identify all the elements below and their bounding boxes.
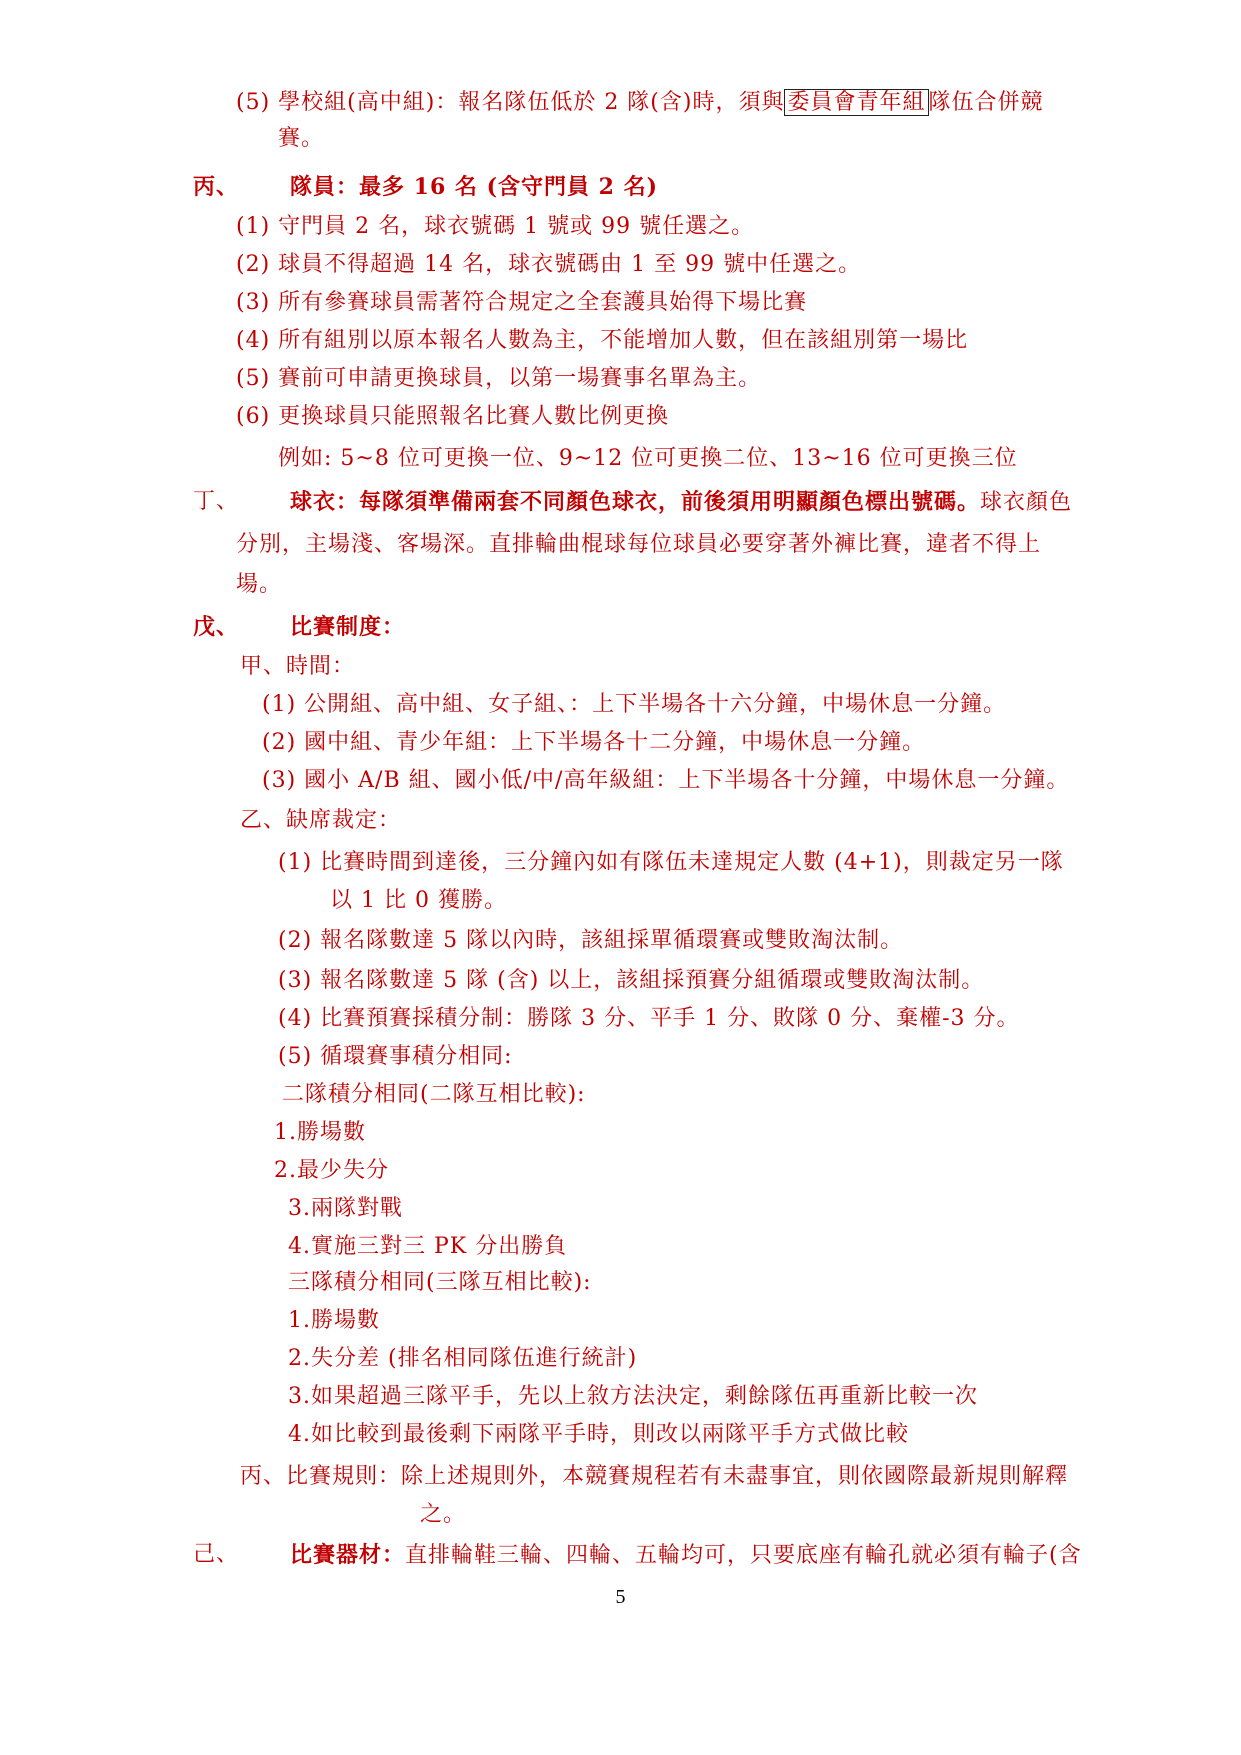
text-run: (5) 學校組(高中組)：報名隊伍低於 2 隊(含)時，須與: [236, 90, 785, 115]
player-rule-example: 例如: 5~8 位可更換一位、9~12 位可更換二位、13~16 位可更換三位: [278, 446, 1018, 471]
text-run: 球衣顏色: [980, 490, 1073, 515]
time-rule-1: (1) 公開組、高中組、女子組、：上下半場各十六分鐘，中場休息一分鐘。: [262, 692, 1007, 717]
absence-rule-4: (4) 比賽預賽採積分制：勝隊 3 分、平手 1 分、敗隊 0 分、棄權-3 分。: [278, 1006, 1020, 1031]
tie-three-1: 1.勝場數: [288, 1308, 380, 1333]
boxed-text: 委員會青年組: [784, 89, 928, 116]
section-bing-number: 丙、: [193, 174, 240, 200]
tie-three-4: 4.如比較到最後剩下兩隊平手時，則改以兩隊平手方式做比較: [288, 1422, 909, 1447]
absence-rule-5: (5) 循環賽事積分相同:: [278, 1044, 513, 1069]
time-rule-3: (3) 國小 A/B 組、國小低/中/高年級組：上下半場各十分鐘，中場休息一分鐘。: [262, 768, 1070, 793]
tie-two-1: 1.勝場數: [274, 1120, 366, 1145]
tie-two-4: 4.實施三對三 PK 分出勝負: [288, 1234, 568, 1259]
absence-rule-2: (2) 報名隊數達 5 隊以內時，該組採單循環賽或雙敗淘汰制。: [278, 928, 904, 953]
section-ji-number: 己、: [193, 1542, 240, 1567]
absence-rule-1: (1) 比賽時間到達後，三分鐘內如有隊伍未達規定人數 (4+1)，則裁定另一隊: [278, 850, 1064, 875]
school-group-line-cont: 賽。: [278, 126, 325, 151]
player-rule-3: (3) 所有參賽球員需著符合規定之全套護具始得下場比賽: [236, 290, 808, 315]
player-rule-6: (6) 更換球員只能照報名比賽人數比例更換: [236, 404, 670, 429]
subsection-absence: 乙、缺席裁定：: [240, 808, 402, 833]
section-bing-heading: 隊員：最多 16 名 (含守門員 2 名): [290, 174, 659, 200]
tie-three-2: 2.失分差 (排名相同隊伍進行統計): [288, 1346, 638, 1371]
tie-two-teams: 二隊積分相同(二隊互相比較):: [282, 1082, 586, 1107]
jersey-line-3: 場。: [236, 572, 283, 597]
section-ding-line: [290, 487, 1072, 518]
time-rule-2: (2) 國中組、青少年組：上下半場各十二分鐘，中場休息一分鐘。: [262, 730, 926, 755]
player-rule-1: (1) 守門員 2 名，球衣號碼 1 號或 99 號任選之。: [236, 214, 755, 239]
section-ji-heading: 比賽器材：: [290, 1542, 406, 1568]
section-ding-number: 丁、: [193, 489, 240, 514]
subsection-rules: 丙、比賽規則：除上述規則外，本競賽規程若有未盡事宜，則依國際最新規則解釋: [240, 1464, 1069, 1489]
player-rule-2: (2) 球員不得超過 14 名，球衣號碼由 1 至 99 號中任選之。: [236, 252, 862, 277]
absence-rule-3: (3) 報名隊數達 5 隊 (含) 以上，該組採預賽分組循環或雙敗淘汰制。: [278, 968, 985, 993]
section-wu-number: 戊、: [193, 614, 240, 640]
player-rule-5: (5) 賽前可申請更換球員，以第一場賽事名單為主。: [236, 366, 762, 391]
jersey-line-2: 分別，主場淺、客場深。直排輪曲棍球每位球員必要穿著外褲比賽，違者不得上: [236, 532, 1042, 557]
subsection-rules-cont: 之。: [420, 1502, 467, 1527]
tie-two-3: 3.兩隊對戰: [288, 1196, 403, 1221]
tie-two-2: 2.最少失分: [274, 1158, 389, 1183]
school-group-line: [236, 88, 1044, 118]
page-number: 5: [615, 1586, 626, 1608]
section-wu-heading: 比賽制度：: [290, 614, 406, 640]
section-ji-line: [290, 1540, 1082, 1571]
section-ding-heading: 球衣：每隊須準備兩套不同顏色球衣，前後須用明顯顏色標出號碼。: [290, 489, 981, 515]
tie-three-3: 3.如果超過三隊平手，先以上敘方法決定，剩餘隊伍再重新比較一次: [288, 1384, 978, 1409]
absence-rule-1-cont: 以 1 比 0 獲勝。: [330, 888, 507, 913]
tie-three-teams: 三隊積分相同(三隊互相比較):: [288, 1270, 592, 1295]
subsection-time: 甲、時間：: [240, 654, 356, 679]
player-rule-4: (4) 所有組別以原本報名人數為主，不能增加人數，但在該組別第一場比: [236, 328, 969, 353]
text-run: 隊伍合併競: [928, 90, 1044, 115]
text-run: 直排輪鞋三輪、四輪、五輪均可，只要底座有輪孔就必須有輪子(含: [405, 1543, 1082, 1568]
